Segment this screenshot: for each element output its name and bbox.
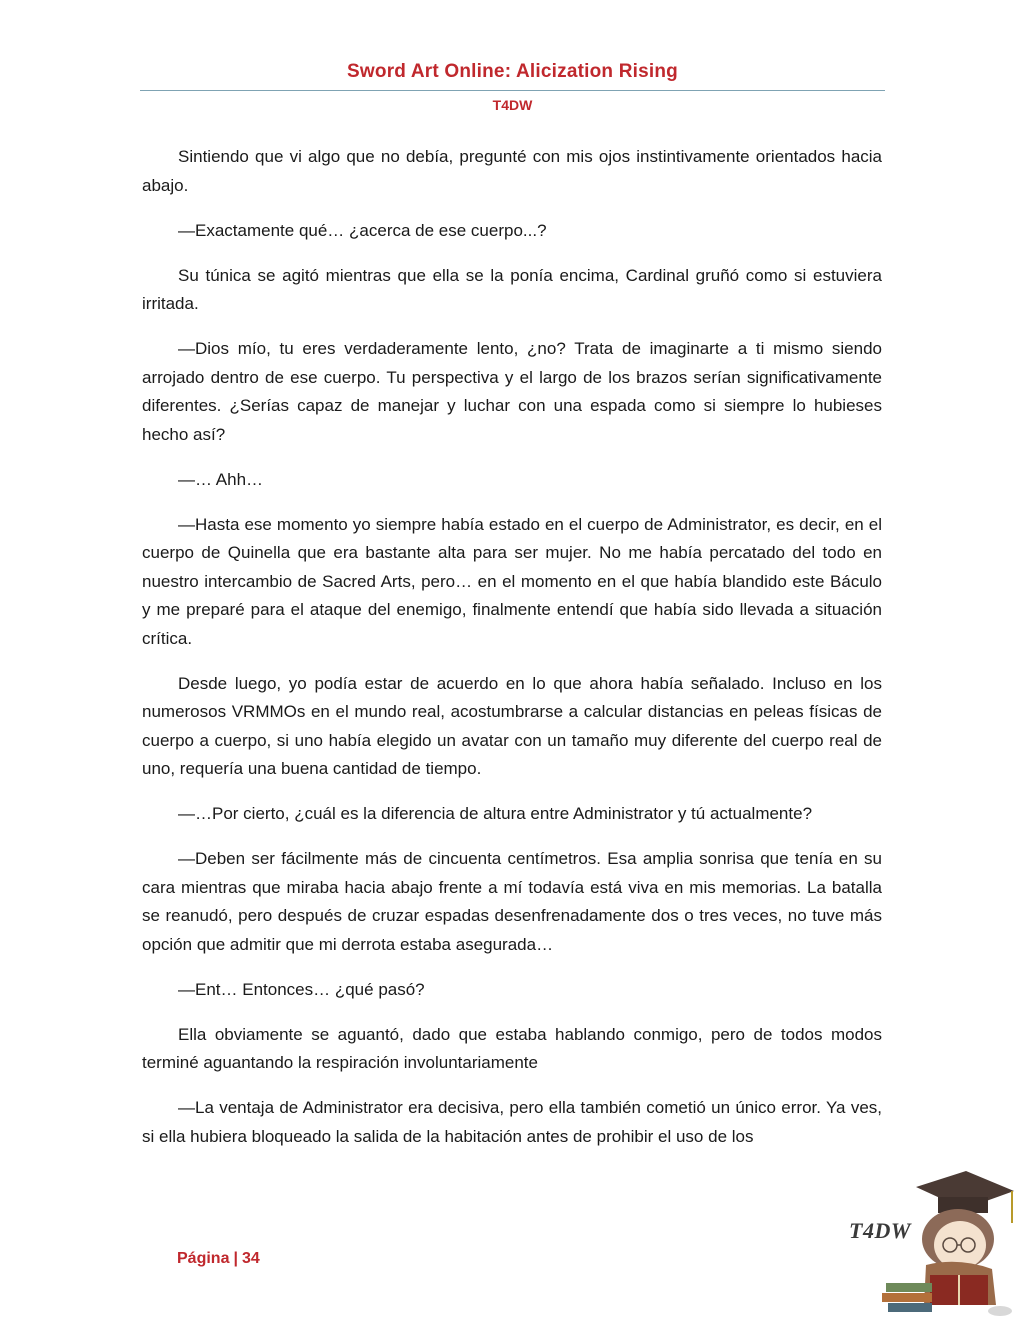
paragraph: Desde luego, yo podía estar de acuerdo en lo que ahora había señalado. Incluso en los numerosos VRMMOs en el mundo real, acostumbrarse a calcular distancias en peleas físicas de cuerpo a cuerpo, si uno había elegido un avatar con un tamaño muy diferente del cuerpo real de uno, requería una buena cantidad de tiempo.	[142, 673, 882, 778]
paragraph: —…Por cierto, ¿cuál es la diferencia de altura entre Administrator y tú actualmente?	[178, 804, 813, 823]
paragraph: —Exactamente qué… ¿acerca de ese cuerpo...?	[178, 220, 547, 240]
paragraph: Sintiendo que vi algo que no debía, pregunté con mis ojos instintivamente orientados hacia abajo.	[142, 147, 882, 195]
paragraph: —Ent… Entonces… ¿qué pasó?	[178, 979, 425, 999]
page-header	[140, 58, 885, 115]
paragraph: —Dios mío, tu eres verdaderamente lento, ¿no? Trata de imaginarte a ti mismo siendo arrojado dentro de ese cuerpo. Tu perspectiva y el largo de los brazos serían significativamente diferentes. ¿Serías capaz de manejar y luchar con una espada como si siempre lo hubieses hecho así?	[142, 339, 882, 444]
chapter-body	[142, 143, 882, 1168]
mascot-logo-icon	[846, 1165, 1018, 1325]
paragraph: —Hasta ese momento yo siempre había estado en el cuerpo de Administrator, es decir, en el cuerpo de Quinella que era bastante alta para ser mujer. No me había percatado del todo en nuestro intercambio de Sacred Arts, pero… en el momento en el que había blandido este Báculo y me preparé para el ataque del enemigo, finalmente entendí que había sido llevada a situación crítica.	[142, 514, 882, 648]
stacked-book-2	[882, 1293, 932, 1302]
paragraph: Su túnica se agitó mientras que ella se la ponía encima, Cardinal gruñó como si estuviera irritada.	[142, 265, 882, 313]
page-number: 34	[241, 1250, 260, 1267]
paragraph: Ella obviamente se aguantó, dado que estaba hablando conmigo, pero de todos modos terminé aguantando la respiración involuntariamente	[142, 1024, 882, 1072]
teacup-icon	[988, 1306, 1012, 1316]
book-title: Sword Art Online: Alicization Rising	[347, 61, 678, 82]
paragraph: —Deben ser fácilmente más de cincuenta centímetros. Esa amplia sonrisa que tenía en su cara mientras que miraba hacia abajo frente a mí todavía está viva en mis memorias. La batalla se reanudó, pero después de cruzar espadas desenfrenadamente dos o tres veces, no tuve más opción que admitir que mi derrota estaba asegurada…	[142, 849, 882, 954]
paragraph: —… Ahh…	[178, 469, 264, 489]
translator-credit: T4DW	[492, 97, 533, 113]
page-number-footer	[177, 1248, 260, 1270]
page-label: Página	[177, 1250, 230, 1267]
stacked-book-1	[886, 1283, 932, 1292]
stacked-book-3	[888, 1303, 932, 1312]
header-divider	[140, 90, 885, 91]
page-separator: |	[233, 1250, 238, 1267]
paragraph: —La ventaja de Administrator era decisiva, pero ella también cometió un único error. Ya ves, si ella hubiera bloqueado la salida de la habitación antes de prohibir el uso de los	[142, 1098, 882, 1146]
logo-wordmark: T4DW	[849, 1218, 911, 1243]
